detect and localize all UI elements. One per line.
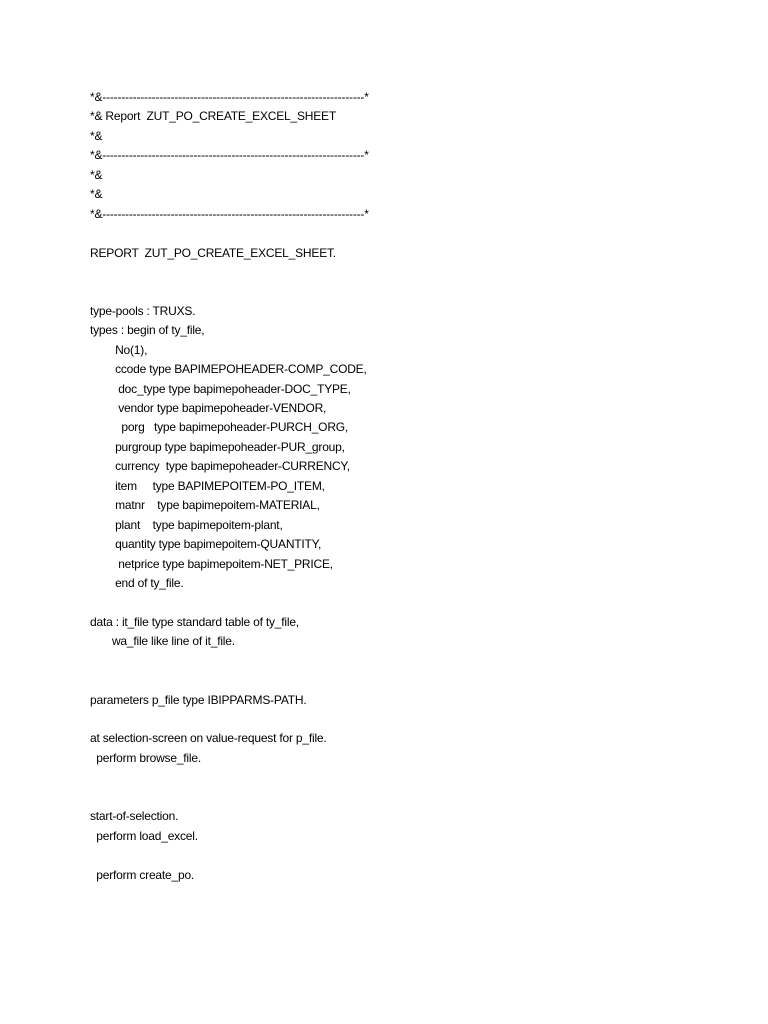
type-field-line: matnr type bapimepoitem-MATERIAL,: [90, 498, 320, 513]
comment-line: *&---------------------------------------------------------------------*: [90, 148, 369, 163]
comment-line: *&---------------------------------------------------------------------*: [90, 206, 369, 221]
type-field-line: purgroup type bapimepoheader-PUR_group,: [90, 439, 345, 454]
abap-source-code: [90, 88, 750, 885]
data-declaration: data : it_file type standard table of ty_file,: [90, 614, 299, 629]
type-field-line: porg type bapimepoheader-PURCH_ORG,: [90, 420, 349, 435]
perform-statement: perform load_excel.: [90, 828, 198, 843]
type-field-line: doc_type type bapimepoheader-DOC_TYPE,: [90, 381, 351, 396]
comment-line: *&: [90, 187, 103, 202]
comment-line: *&---------------------------------------------------------------------*: [90, 90, 369, 104]
parameters-statement: parameters p_file type IBIPPARMS-PATH.: [90, 692, 307, 707]
blank-line: [90, 768, 750, 787]
types-end-statement: end of ty_file.: [90, 575, 184, 590]
blank-line: [90, 282, 750, 301]
type-field-line: netprice type bapimepoitem-NET_PRICE,: [90, 556, 333, 571]
blank-line: [90, 224, 750, 243]
type-field-line: No(1),: [90, 342, 148, 357]
start-of-selection-event: start-of-selection.: [90, 809, 179, 824]
selection-screen-event: at selection-screen on value-request for p_file.: [90, 731, 327, 746]
types-begin-statement: types : begin of ty_file,: [90, 323, 205, 338]
blank-line: [90, 652, 750, 671]
perform-statement: perform browse_file.: [90, 750, 201, 765]
type-field-line: vendor type bapimepoheader-VENDOR,: [90, 401, 327, 415]
blank-line: [90, 710, 750, 729]
data-declaration: wa_file like line of it_file.: [90, 634, 235, 649]
type-field-line: quantity type bapimepoitem-QUANTITY,: [90, 537, 322, 552]
blank-line: [90, 671, 750, 690]
comment-report-title: *& Report ZUT_PO_CREATE_EXCEL_SHEET: [90, 109, 336, 124]
perform-statement: perform create_po.: [90, 867, 195, 882]
type-field-line: ccode type BAPIMEPOHEADER-COMP_CODE,: [90, 362, 367, 377]
blank-line: [90, 263, 750, 282]
blank-line: [90, 788, 750, 807]
comment-line: *&: [90, 128, 103, 143]
report-statement: REPORT ZUT_PO_CREATE_EXCEL_SHEET.: [90, 245, 336, 260]
type-field-line: plant type bapimepoitem-plant,: [90, 517, 283, 532]
blank-line: [90, 593, 750, 612]
type-field-line: item type BAPIMEPOITEM-PO_ITEM,: [90, 478, 325, 493]
blank-line: [90, 846, 750, 865]
type-pools-statement: type-pools : TRUXS.: [90, 303, 196, 318]
comment-line: *&: [90, 167, 103, 182]
type-field-line: currency type bapimepoheader-CURRENCY,: [90, 459, 350, 474]
